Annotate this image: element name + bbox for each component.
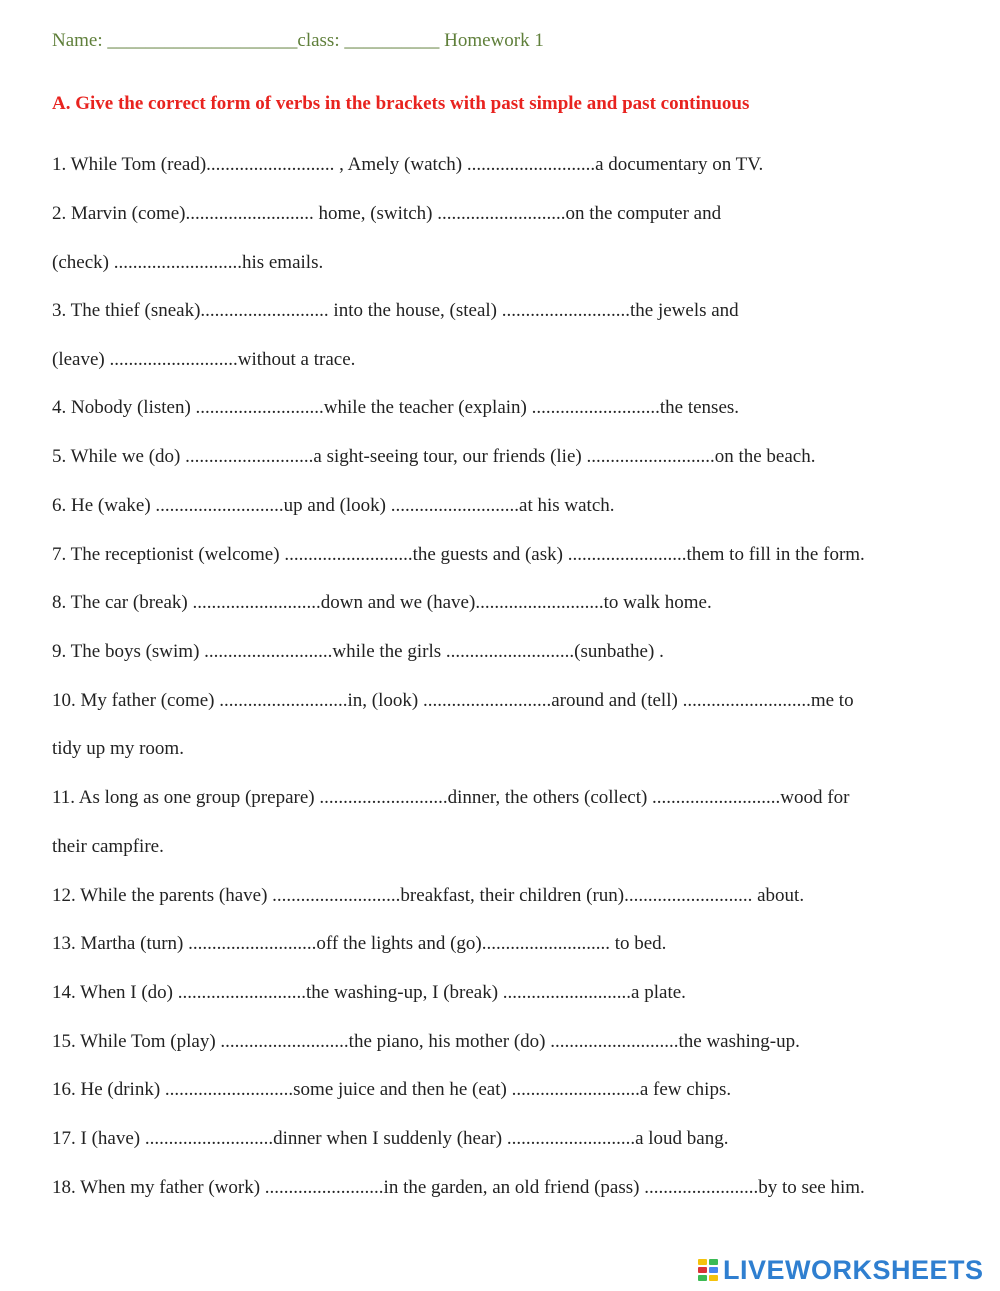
exercise-line-3: 3. The thief (sneak)........................... into the house, (steal) ...........................the jewels and [52,300,739,321]
exercise-line-11-cont: their campfire. [52,836,164,857]
logo-text: LIVEWORKSHEETS [723,1254,984,1285]
exercise-line-1: 1. While Tom (read)........................... , Amely (watch) ...........................a documentary on TV. [52,154,764,175]
exercise-line-7: 7. The receptionist (welcome) ...........................the guests and (ask) .........................them to fill in the form. [52,544,865,565]
exercise-line-10-cont: tidy up my room. [52,738,184,759]
exercise-line-5: 5. While we (do) ...........................a sight-seeing tour, our friends (lie) ...........................on the beach. [52,446,816,467]
exercise-line-11: 11. As long as one group (prepare) ...........................dinner, the others (collect) ...........................wood for [52,787,850,808]
exercise-line-3-cont: (leave) ...........................without a trace. [52,349,356,370]
exercise-line-12: 12. While the parents (have) ...........................breakfast, their children (run)........................... about. [52,885,805,906]
exercise-line-16: 16. He (drink) ...........................some juice and then he (eat) ...........................a few chips. [52,1079,732,1100]
exercise-line-6: 6. He (wake) ...........................up and (look) ...........................at his watch. [52,495,615,516]
exercise-line-18: 18. When my father (work) .........................in the garden, an old friend (pass) ........................by to see him. [52,1177,865,1198]
instruction-heading: A. Give the correct form of verbs in the brackets with past simple and past continuous [52,93,750,114]
exercise-line-2-cont: (check) ...........................his emails. [52,252,324,273]
logo-blocks-icon [697,1258,719,1282]
exercise-line-4: 4. Nobody (listen) ...........................while the teacher (explain) ...........................the tenses. [52,397,740,418]
exercise-line-8: 8. The car (break) ...........................down and we (have)...........................to walk home. [52,592,712,613]
liveworksheets-logo [697,1255,984,1285]
exercise-line-14: 14. When I (do) ...........................the washing-up, I (break) ...........................a plate. [52,982,686,1003]
exercise-line-15: 15. While Tom (play) ...........................the piano, his mother (do) ...........................the washing-up. [52,1031,800,1052]
exercise-line-13: 13. Martha (turn) ...........................off the lights and (go)........................... to bed. [52,933,667,954]
worksheet-header: Name: ____________________class: __________ Homework 1 [52,30,544,51]
exercise-line-17: 17. I (have) ...........................dinner when I suddenly (hear) ...........................a loud bang. [52,1128,729,1149]
exercise-line-2: 2. Marvin (come)........................... home, (switch) ...........................on the computer and [52,203,722,224]
exercise-line-10: 10. My father (come) ...........................in, (look) ...........................around and (tell) ...........................me to [52,690,854,711]
exercise-line-9: 9. The boys (swim) ...........................while the girls ...........................(sunbathe) . [52,641,664,662]
